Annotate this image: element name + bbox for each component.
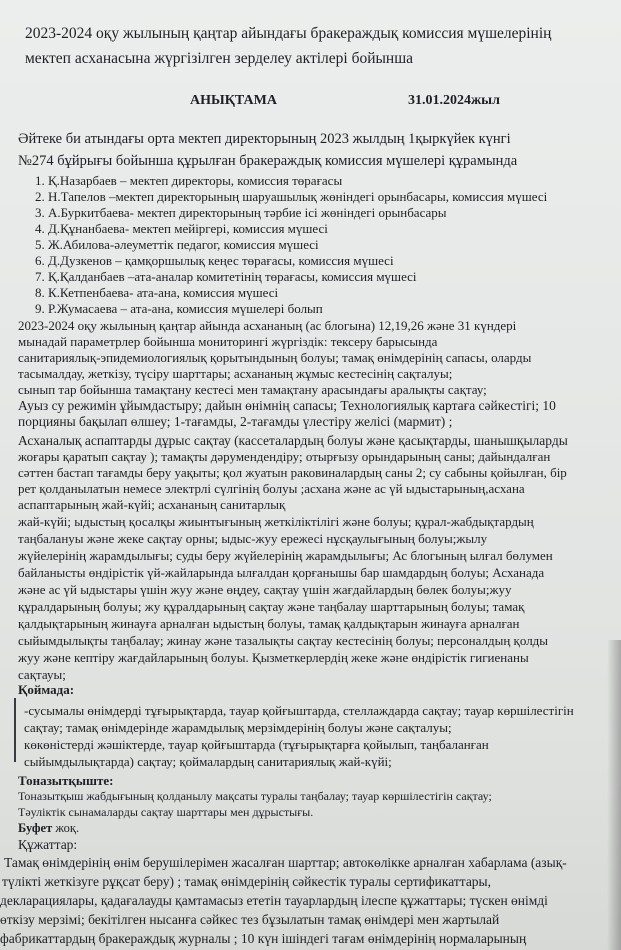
member-item: 9. Р.Жумасаева – ата-ана, комиссия мүшелері болып [35, 301, 323, 316]
body-line: байланысты өндірістік үй-жайларында ылғалдан қорғанышы бар шамдардың болуы; Асханада [18, 565, 545, 580]
documents-line: фабрикаттардың бракераждық журналы ; 10 күн ішіндегі тағам өнімдерінің нормаларының [0, 931, 527, 946]
body-line: жоғары қаратып сақтау ); тамақты дәрумендендіру; отырғызу орындарының саны; дайындалған [18, 449, 551, 464]
body-line: сәттен бастап тағамды беру уақыты; қол жуатын раковиналардың саны 2; су сабыны қойылған, бір [18, 465, 567, 480]
body-line: Асханалық аспаптарды дұрыс сақтау (кассеталардың болуы және қасықтарды, шанышқыларды [18, 433, 568, 448]
member-item: 2. Н.Тапелов –мектеп директорының шаруашылық жөніндегі орынбасары, комиссия мүшесі [35, 189, 548, 204]
body-line: сынып тар бойынша тамақтану кестесі мен тамақтану арасындағы аралықты сақтау; [18, 382, 487, 397]
storage-margin-line [14, 698, 20, 762]
member-item: 7. Қ.Қалданбаев –ата-аналар комитетінің төрағасы, комиссия мүшесі [35, 269, 417, 284]
refrigerator-line: Тоназытқыш жабдығының қолданылу мақсаты туралы таңбалау; тауар көршілестігін сақтау; [18, 789, 492, 803]
body-line: құралдарының болуы; жу құралдарының сақтау және таңбалау шарттарының болуы; тамақ [18, 599, 525, 614]
body-line: сақтауы; [18, 667, 66, 682]
storage-line: сыйымдылықтарда) сақтау; қоймалардың санитариялық жай-күйі; [24, 754, 392, 769]
member-item: 6. Д.Дузкенов – қамқоршылық кеңес төрағасы, комиссия мүшесі [35, 253, 394, 268]
documents-line: Тамақ өнімдерінің өнім берушілерімен жасалған шарттар; автокөлікке арналған хабарлама (азық- [4, 855, 567, 870]
body-line: порцияны бақылап өлшеу; 1-тағамды, 2-тағамды үлестіру желісі (мармит) ; [18, 414, 453, 429]
buffet-label: Буфет [18, 821, 53, 835]
body-line: рет қолданылатын немесе электрлі сүлгінің болуы ;асхана және ас үй ыдыстарының,асхана [18, 481, 525, 496]
storage-line: -сусымалы өнімдерді тұғырықтарда, тауар қойғыштарда, стеллаждарда сақтау; тауар көршілестігін [24, 703, 574, 718]
intro-line-1: Әйтеке би атындағы орта мектеп директорының 2023 жылдың 1қыркүйек күнгі [18, 131, 511, 147]
body-line: тасымалдау, жеткізу, түсіру шарттары; асхананың жұмыс кестесінің сақталуы; [18, 366, 453, 381]
storage-line: сақтау; тамақ өнімдерінде жарамдылық мерзімдерінің болуы және сақталуы; [24, 720, 452, 735]
body-line: жай-күйі; ыдыстың қосалқы жиынтығының жеткіліктілігі және болуы; құрал-жабдықтардың [18, 514, 534, 529]
member-item: 5. Ж.Абилова-әлеуметтік педагог, комиссия мүшесі [35, 237, 319, 252]
body-line: және ас үй ыдыстары үшін жуу және өңдеу, сақтау үшін жағдайлардың бөлек болуы;жуу [18, 582, 512, 597]
buffet-value: жоқ. [52, 821, 80, 835]
refrigerator-heading: Тоназытқыште: [18, 773, 114, 788]
header-line-2: мектеп асханасына жүргізілген зерделеу актілері бойынша [25, 50, 414, 67]
body-line: аспаптарының жай-күйі; асхананың санитарлық [18, 497, 286, 512]
document-title: АНЫҚТАМА [190, 93, 277, 108]
header-line-1: 2023-2024 оқу жылының қаңтар айындағы бракераждық комиссия мүшелерінің [25, 25, 552, 42]
documents-line: декларациялары, қадағалауды қамтамасыз ететін тауарлардың ілеспе құжаттары; түскен өнімді [0, 893, 548, 908]
body-line: сыйымдылықты таңбалау; жинау және тазалықты сақтау кестесінің болуы; персоналдың қолды [18, 633, 549, 648]
body-line: жуу және кептіру жағдайларының болуы. Қызметкерлердің жеке және өндірістік гигиенаны [18, 650, 529, 665]
storage-line: көкөністерді жәшіктерде, тауар қойғыштарда (тұғырықтарға қойылып, таңбаланған [24, 737, 489, 752]
buffet-line [18, 821, 79, 836]
intro-line-2: №274 бұйрығы бойынша құрылған бракераждық комиссия мүшелері құрамында [18, 153, 518, 169]
body-line: 2023-2024 оқу жылының қаңтар айында асхананың (ас блогына) 12,19,26 және 31 күндері [18, 318, 517, 333]
documents-heading: Құжаттар: [18, 837, 78, 852]
body-line: жүйелерінің жарамдылығы; суды беру жүйелерінің жарамдылығы; Ас блогының ылғал бөлумен [18, 548, 553, 563]
member-item: 1. Қ.Назарбаев – мектеп директоры, комиссия төрағасы [35, 173, 343, 188]
documents-line: өткізу мерзімі; бекітілген нысанға сәйкес тез бұзылатын тамақ өнімдері мен жартылай [0, 912, 500, 927]
body-line: мынадай параметрлер бойынша мониторингі жүргіздік: тексеру барысында [18, 334, 438, 349]
member-item: 8. К.Кетпенбаева- ата-ана, комиссия мүшесі [35, 285, 279, 300]
page-edge-shadow [607, 640, 621, 950]
member-item: 3. А.Буркитбаева- мектеп директорының тәрбие ісі жөніндегі орынбасары [35, 205, 447, 220]
storage-heading: Қоймада: [18, 682, 75, 697]
body-line: санитариялық-эпидемиологиялық қорытындының болуы; тамақ өнімдерінің сапасы, оларды [18, 350, 532, 365]
body-line: қалдықтарының жинауға арналған ыдыстың болуы, тамақ қалдықтарын жинауға арналған [18, 616, 520, 631]
body-line: Ауыз су режимін ұйымдастыру; дайын өнімнің сапасы; Технологиялық картаға сәйкестігі; 10 [18, 398, 556, 413]
refrigerator-line: Тәуліктік сынамаларды сақтау шарттары мен дұрыстығы. [18, 805, 314, 819]
document-date: 31.01.2024жыл [408, 93, 500, 108]
body-line: таңбалануы және жеке сақтау орны; ыдыс-жуу ережесі нұсқаулығының болуы;жылу [18, 531, 488, 546]
documents-line: түлікті жеткізуге рұқсат беру) ; тамақ өнімдерінің сәйкестік туралы сертификаттары, [2, 874, 492, 889]
member-item: 4. Д.Құнанбаева- мектеп мейіргері, комиссия мүшесі [35, 221, 328, 236]
